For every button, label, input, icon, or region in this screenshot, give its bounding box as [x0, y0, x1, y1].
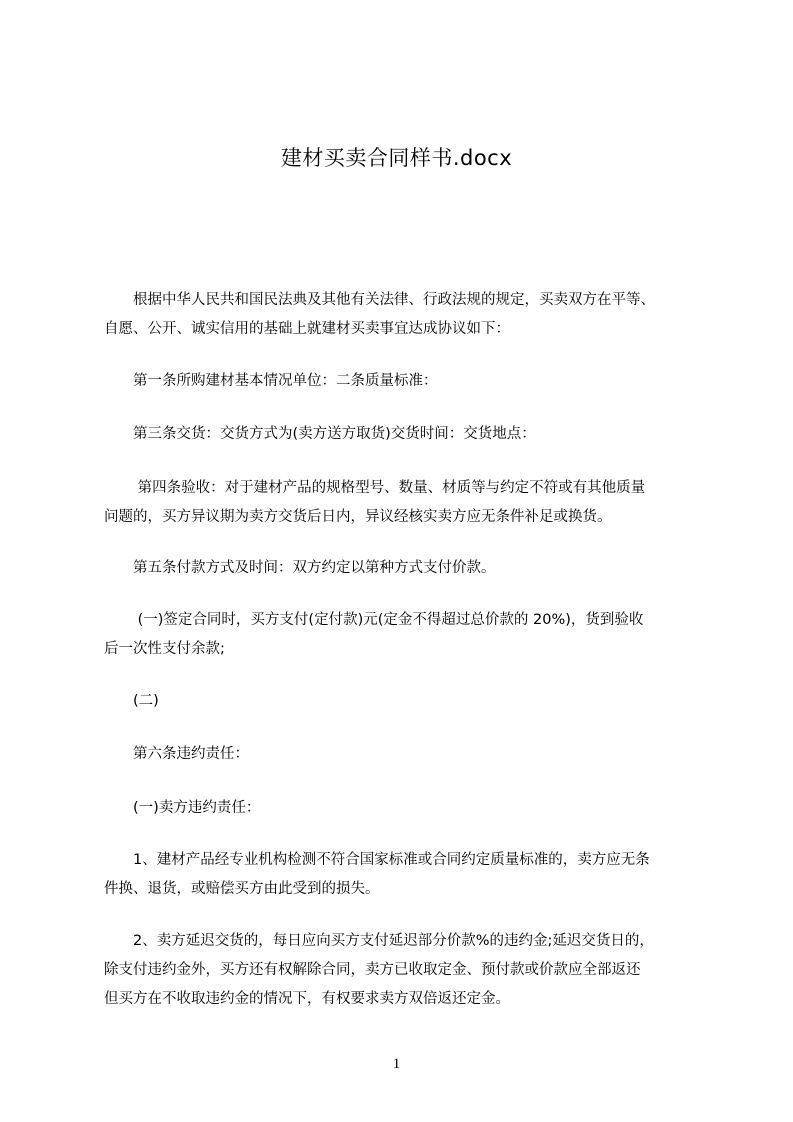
paragraph-payment-1: [104, 606, 704, 664]
paragraph-line: 自愿、公开、诚实信用的基础上就建材买卖事宜达成协议如下：: [104, 321, 510, 337]
document-title: 建材买卖合同样书.docx: [280, 146, 513, 170]
paragraph-line: (二): [104, 693, 159, 709]
paragraph-preamble: [104, 286, 704, 344]
paragraph-article-5: [104, 554, 704, 583]
paragraph-line: 第三条交货：交货方式为(卖方送方取货)交货时间：交货地点：: [104, 426, 536, 442]
paragraph-line: 但买方在不收取违约金的情况下，有权要求卖方双倍返还定金。: [104, 991, 510, 1007]
paragraph-article-3: [104, 420, 704, 449]
paragraph-line: 第五条付款方式及时间：双方约定以第种方式支付价款。: [104, 560, 496, 576]
paragraph-liability-2: [104, 927, 704, 1014]
paragraph-line: (一)签定合同时，买方支付(定付款)元(定金不得超过总价款的 20%)，货到验收: [104, 612, 644, 628]
paragraph-article-1: [104, 367, 704, 396]
paragraph-line: 根据中华人民共和国民法典及其他有关法律、行政法规的规定，买卖双方在平等、: [104, 292, 655, 308]
page-number: 1: [392, 1056, 401, 1072]
paragraph-line: 后一次性支付余款;: [104, 641, 225, 657]
paragraph-article-6: [104, 740, 704, 769]
paragraph-line: 1、建材产品经专业机构检测不符合国家标准或合同约定质量标准的，卖方应无条: [104, 852, 650, 868]
paragraph-line: 问题的，买方异议期为卖方交货后日内，异议经核实卖方应无条件补足或换货。: [104, 509, 612, 525]
paragraph-line: (一)卖方违约责任：: [104, 800, 261, 816]
paragraph-line: 第一条所购建材基本情况单位：二条质量标准：: [104, 373, 438, 389]
paragraph-article-4: [104, 474, 704, 532]
paragraph-line: 除支付违约金外，买方还有权解除合同，卖方已收取定金、预付款或价款应全部返还: [104, 962, 641, 978]
paragraph-line: 件换、退货，或赔偿买方由此受到的损失。: [104, 881, 380, 897]
paragraph-seller-liability: [104, 794, 704, 823]
paragraph-line: 2、卖方延迟交货的，每日应向买方支付延迟部分价款%的违约金;延迟交货日的，: [104, 933, 654, 949]
paragraph-line: 第六条违约责任：: [104, 746, 249, 762]
paragraph-liability-1: [104, 846, 704, 904]
paragraph-payment-2: [104, 687, 704, 716]
paragraph-line: 第四条验收：对于建材产品的规格型号、数量、材质等与约定不符或有其他质量: [104, 480, 646, 496]
